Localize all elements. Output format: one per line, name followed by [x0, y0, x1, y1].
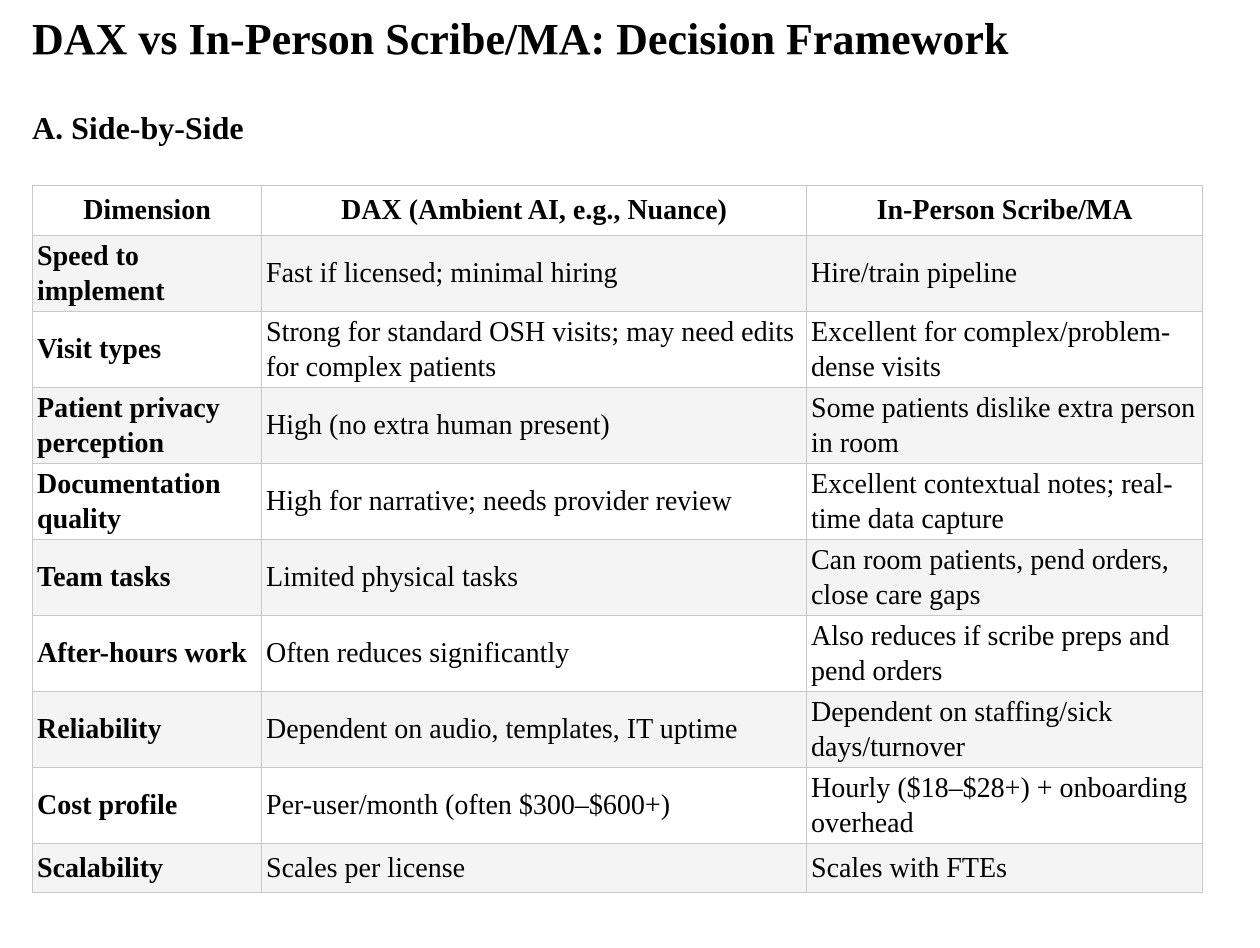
table-row [33, 616, 1203, 692]
page-title: DAX vs In-Person Scribe/MA: Decision Framework [32, 15, 1009, 64]
scribe-cell: Can room patients, pend orders, close care gaps [807, 540, 1203, 616]
table-row [33, 388, 1203, 464]
scribe-cell: Hire/train pipeline [807, 236, 1203, 312]
comparison-table [32, 185, 1203, 893]
dax-cell: Strong for standard OSH visits; may need edits for complex patients [262, 312, 807, 388]
dax-cell: Per-user/month (often $300–$600+) [262, 768, 807, 844]
dax-cell: High for narrative; needs provider review [262, 464, 807, 540]
dimension-cell: Team tasks [33, 540, 262, 616]
table-row [33, 236, 1203, 312]
dax-cell: Dependent on audio, templates, IT uptime [262, 692, 807, 768]
dimension-cell: Visit types [33, 312, 262, 388]
dimension-cell: Speed to implement [33, 236, 262, 312]
dax-cell: Limited physical tasks [262, 540, 807, 616]
dimension-cell: Reliability [33, 692, 262, 768]
section-heading: A. Side-by-Side [32, 110, 244, 146]
table-row [33, 844, 1203, 893]
dimension-cell: Cost profile [33, 768, 262, 844]
table-row [33, 768, 1203, 844]
dimension-cell: Documentation quality [33, 464, 262, 540]
table-row [33, 540, 1203, 616]
dimension-cell: Scalability [33, 844, 262, 893]
scribe-cell: Scales with FTEs [807, 844, 1203, 893]
scribe-cell: Excellent for complex/problem-dense visits [807, 312, 1203, 388]
scribe-cell: Dependent on staffing/sick days/turnover [807, 692, 1203, 768]
column-header-dax: DAX (Ambient AI, e.g., Nuance) [262, 186, 807, 236]
scribe-cell: Some patients dislike extra person in room [807, 388, 1203, 464]
table-header-row [33, 186, 1203, 236]
dimension-cell: Patient privacy perception [33, 388, 262, 464]
table-row [33, 464, 1203, 540]
scribe-cell: Hourly ($18–$28+) + onboarding overhead [807, 768, 1203, 844]
dax-cell: High (no extra human present) [262, 388, 807, 464]
scribe-cell: Excellent contextual notes; real-time data capture [807, 464, 1203, 540]
table-row [33, 692, 1203, 768]
column-header-scribe: In-Person Scribe/MA [807, 186, 1203, 236]
dimension-cell: After-hours work [33, 616, 262, 692]
dax-cell: Fast if licensed; minimal hiring [262, 236, 807, 312]
column-header-dimension: Dimension [33, 186, 262, 236]
table-row [33, 312, 1203, 388]
dax-cell: Scales per license [262, 844, 807, 893]
scribe-cell: Also reduces if scribe preps and pend orders [807, 616, 1203, 692]
dax-cell: Often reduces significantly [262, 616, 807, 692]
